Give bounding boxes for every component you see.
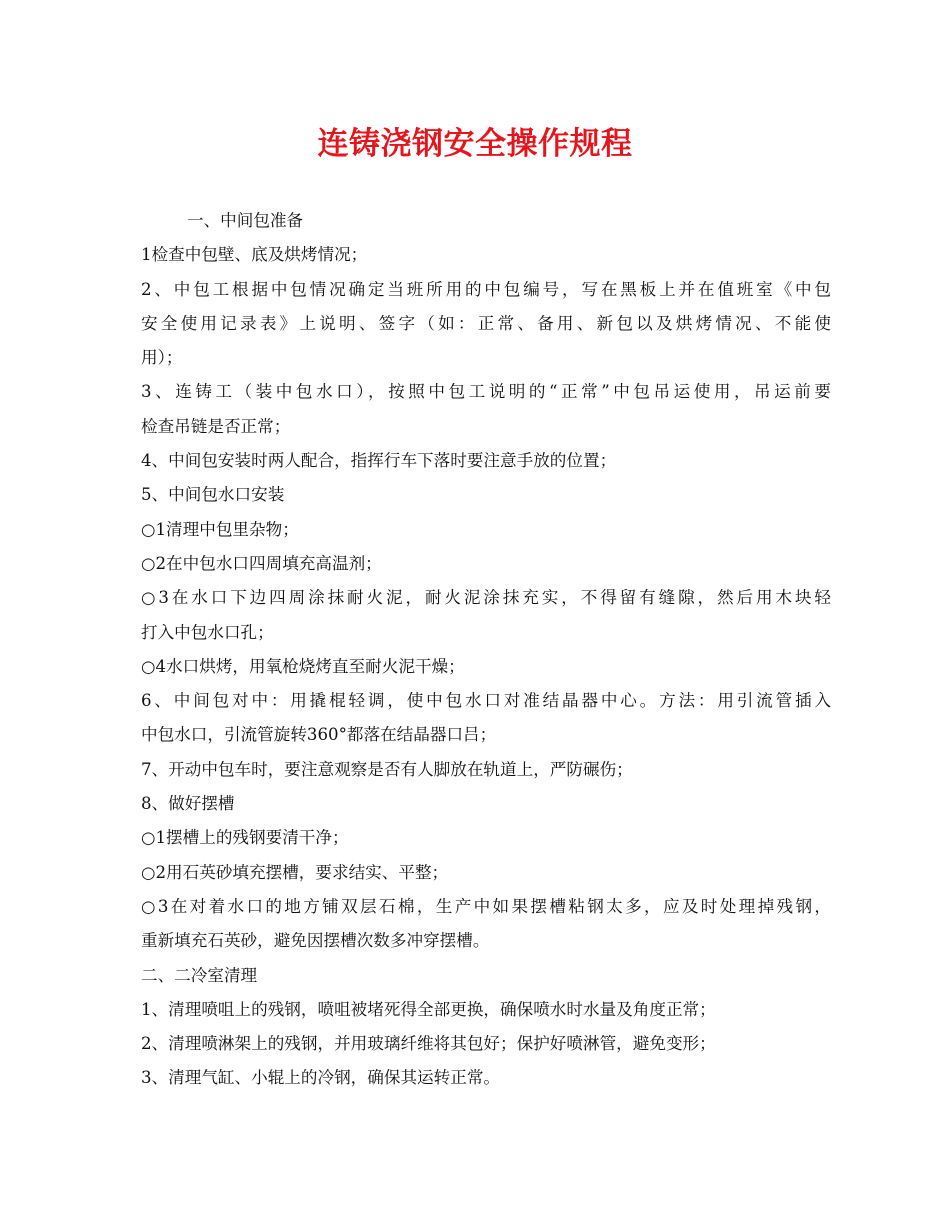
body-line: ○1清理中包里杂物；: [141, 519, 299, 539]
body-line: 5、中间包水口安装: [141, 485, 285, 505]
body-line: 重新填充石英砂，避免因摆槽次数多冲穿摆槽。: [141, 931, 490, 951]
body-line: ○2用石英砂填充摆槽，要求结实、平整；: [141, 862, 449, 882]
body-line: 中包水口，引流管旋转360°都落在结晶器口吕；: [141, 725, 497, 745]
body-line: ○2在中包水口四周填充高温剂；: [141, 553, 382, 573]
body-line: 4、中间包安装时两人配合，指挥行车下落时要注意手放的位置；: [141, 451, 617, 471]
body-line: 2、清理喷淋架上的残钢，并用玻璃纤维将其包好；保护好喷淋管，避免变形；: [141, 1034, 716, 1054]
document-body: [141, 204, 831, 1096]
body-line: 3、清理气缸、小辊上的冷钢，确保其运转正常。: [141, 1068, 501, 1088]
document-title: 连铸浇钢安全操作规程: [317, 126, 633, 162]
body-line: 6、中间包对中：用撬棍轻调，使中包水口对准结晶器中心。方法：用引流管插入: [141, 691, 831, 711]
body-line: 二、二冷室清理: [141, 965, 258, 985]
body-line: 8、做好摆槽: [141, 794, 235, 814]
body-line: ○3在对着水口的地方铺双层石棉，生产中如果摆槽粘钢太多，应及时处理掉残钢，: [141, 896, 831, 916]
body-line: ○4水口烘烤，用氧枪烧烤直至耐火泥干燥；: [141, 656, 465, 676]
body-line: 打入中包水口孔；: [141, 622, 274, 642]
body-line: 用）；: [141, 348, 183, 368]
body-line: ○3在水口下边四周涂抹耐火泥，耐火泥涂抹充实，不得留有缝隙，然后用木块轻: [141, 588, 831, 608]
body-line: 安全使用记录表》上说明、签字（如：正常、备用、新包以及烘烤情况、不能使: [141, 313, 831, 333]
body-line: 1检查中包壁、底及烘烤情况；: [141, 245, 368, 265]
body-line: 1、清理喷咀上的残钢，喷咀被堵死得全部更换，确保喷水时水量及角度正常；: [141, 999, 716, 1019]
body-line: 7、开动中包车时，要注意观察是否有人脚放在轨道上，严防碾伤；: [141, 759, 633, 779]
body-line: 一、中间包准备: [187, 211, 304, 230]
body-line: ○1摆槽上的残钢要清干净；: [141, 828, 349, 848]
body-line: 3、连铸工（装中包水口），按照中包工说明的“正常”中包吊运使用，吊运前要: [141, 382, 831, 402]
body-line: 检查吊链是否正常；: [141, 416, 291, 436]
body-line: 2、中包工根据中包情况确定当班所用的中包编号，写在黑板上并在值班室《中包: [141, 279, 831, 299]
